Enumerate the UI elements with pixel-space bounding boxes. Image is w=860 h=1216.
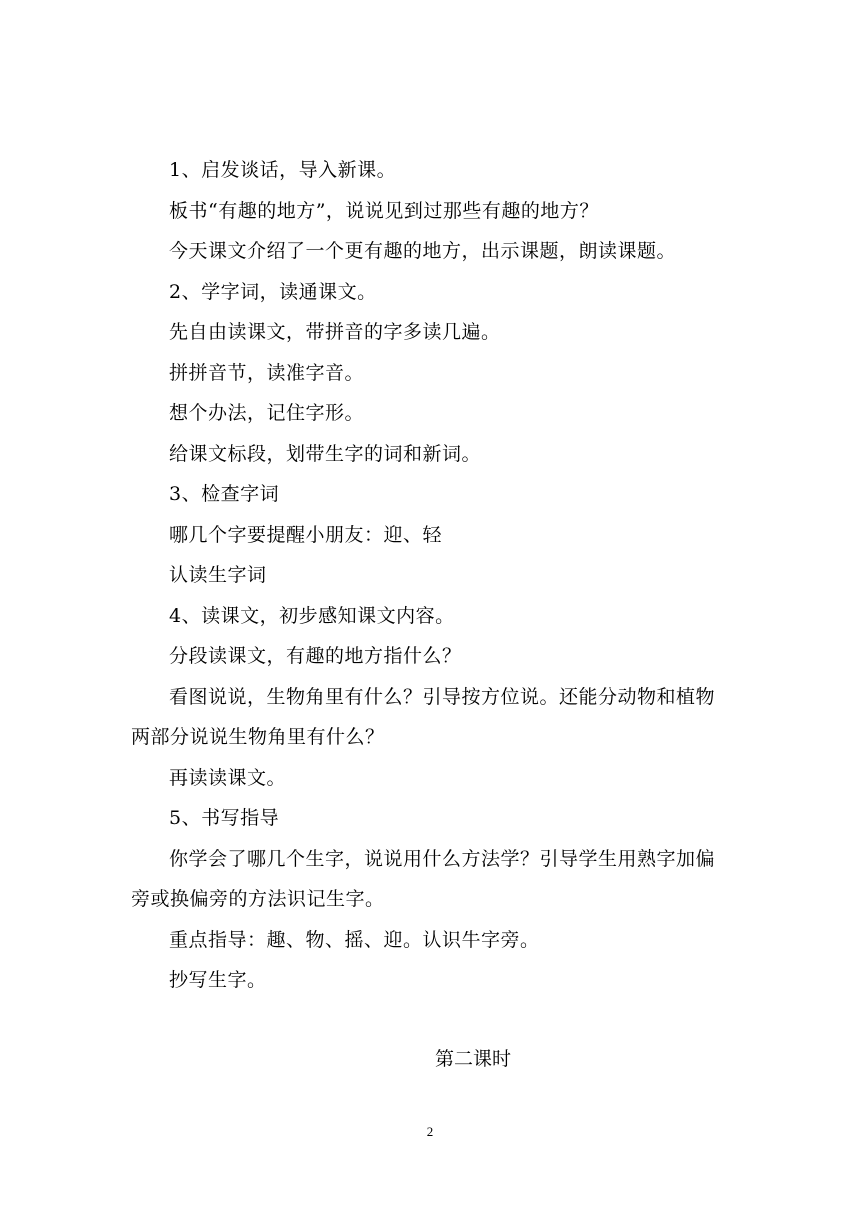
page-number: 2 xyxy=(426,1124,434,1139)
paragraph: 再读读课文。 xyxy=(169,766,287,789)
paragraph: 给课文标段，划带生字的词和新词。 xyxy=(169,442,482,465)
paragraph: 1、启发谈话，导入新课。 xyxy=(169,159,397,181)
paragraph: 哪几个字要提醒小朋友：迎、轻 xyxy=(169,523,443,546)
section-heading: 第二课时 xyxy=(434,1048,511,1070)
paragraph: 想个办法，记住字形。 xyxy=(169,402,365,424)
paragraph: 3、检查字词 xyxy=(169,483,280,505)
paragraph: 你学会了哪几个生字，说说用什么方法学？引导学生用熟字加偏旁或换偏旁的方法识记生字。 xyxy=(131,847,716,910)
paragraph: 拼拼音节，读准字音。 xyxy=(169,361,365,384)
paragraph: 认读生字词 xyxy=(169,564,267,586)
paragraph: 看图说说，生物角里有什么？引导按方位说。还能分动物和植物两部分说说生物角里有什么？ xyxy=(131,685,716,748)
paragraph: 抄写生字。 xyxy=(169,969,267,991)
paragraph: 板书“有趣的地方”，说说见到过那些有趣的地方？ xyxy=(169,199,599,222)
paragraph: 2、学字词，读通课文。 xyxy=(169,280,377,303)
paragraph: 5、书写指导 xyxy=(169,807,280,829)
lesson-steps xyxy=(131,150,731,1001)
paragraph: 先自由读课文，带拼音的字多读几遍。 xyxy=(169,321,501,343)
paragraph: 4、读课文，初步感知课文内容。 xyxy=(169,604,455,627)
paragraph: 重点指导：趣、物、摇、迎。认识牛字旁。 xyxy=(169,928,540,951)
paragraph: 分段读课文，有趣的地方指什么？ xyxy=(169,645,462,667)
paragraph: 今天课文介绍了一个更有趣的地方，出示课题，朗读课题。 xyxy=(169,240,677,262)
